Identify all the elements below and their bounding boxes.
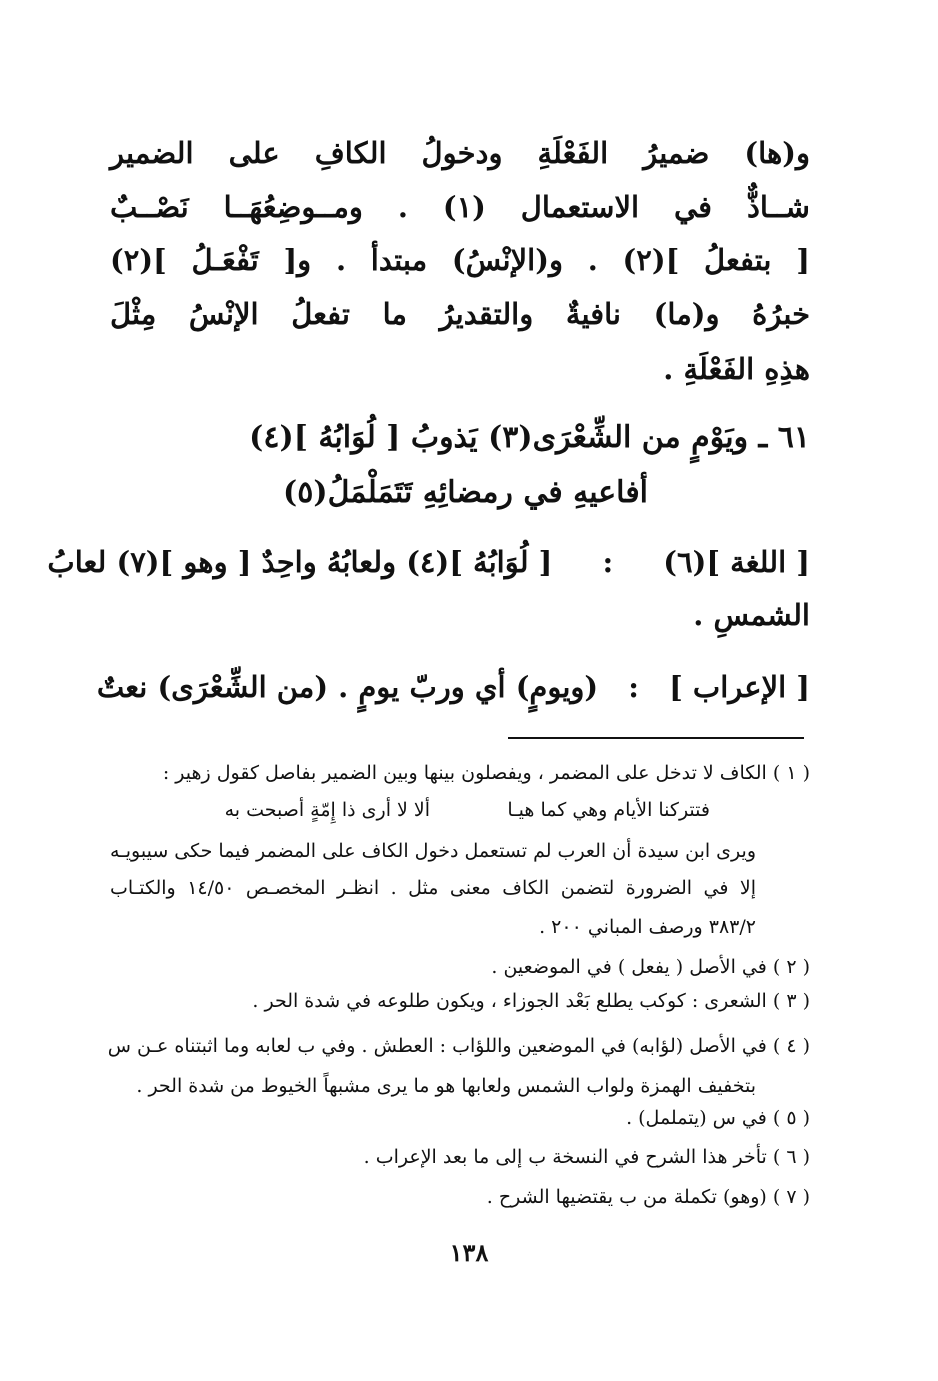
- lugha-text: [ لُوَابُهُ ](٤) ولعابُهُ واحِدٌ [ وهو ](٧) لعابُ: [47, 545, 553, 579]
- verse-number: ٦١ ـ: [758, 420, 810, 455]
- footnote-7: ( ٧ ) (وهو) تكملة من ب يقتضيها الشرح .: [486, 1186, 810, 1208]
- body-line-2: شــاذٌّ في الاستعمال (١) . ومــوضِعُهَــا نَصْــبٌ: [110, 190, 810, 224]
- irab-line: [96, 670, 810, 704]
- body-line-3: [ بتفعلُ ](٢) . و(الإنْسُ) مبتدأ . و[ تَفْعَـلُ ](٢): [110, 243, 810, 277]
- irab-label: [ الإعراب ]: [669, 670, 810, 704]
- footnote-1-continuation-2: إلا في الضرورة لتضمن الكاف معنى مثل . انظـر المخصـص ١٤/٥٠ والكتـاب: [110, 877, 756, 899]
- footnote-1-poem-first: ألا لا أرى ذا إِمّةٍ أصبحت به: [224, 799, 430, 821]
- verse-first-hemistich: ويَوْمٍ من الشِّعْرَى(٣) يَذوبُ [ لُوَابُهُ ](٤): [249, 420, 749, 455]
- footnote-5: ( ٥ ) في س (يتململ) .: [626, 1107, 810, 1129]
- lugha-label: [ اللغة ](٦): [663, 545, 810, 579]
- lugha-continuation: الشمسِ .: [693, 598, 810, 632]
- footnote-1-poem-second: فتتركنا الأيام وهي كما هيـا: [507, 799, 710, 821]
- footnote-4-continuation: بتخفيف الهمزة ولواب الشمس ولعابها هو ما يرى مشبهاً الخيوط من شدة الحر .: [136, 1075, 756, 1097]
- footnote-2: ( ٢ ) في الأصل ( يفعل ) في الموضعين .: [491, 956, 810, 978]
- verse-second-hemistich: أفاعيهِ في رمضائِهِ تَتَمَلْمَلُ(٥): [283, 475, 648, 510]
- footnote-1: ( ١ ) الكاف لا تدخل على المضمر ، ويفصلون بينها وبين الضمير بفاصل كقول زهير :: [162, 762, 810, 784]
- footnote-3: ( ٣ ) الشعرى : كوكب يطلع بَعْد الجوزاء ، ويكون طلوعه في شدة الحر .: [252, 990, 810, 1012]
- body-line-5: هذِهِ الفَعْلَةِ .: [663, 352, 810, 386]
- irab-colon: :: [628, 670, 639, 704]
- lugha-line: [47, 545, 810, 579]
- footnote-1-continuation-1: ويرى ابن سيدة أن العرب لم تستعمل دخول الكاف على المضمر فيما حكى سيبويـه: [110, 840, 756, 862]
- footnote-4: ( ٤ ) في الأصل (لؤابه) في الموضعين واللؤاب : العطش . وفي ب لعابه وما اثبتناه عـن س: [107, 1035, 810, 1057]
- body-line-1: و(ها) ضميرُ الفَعْلَةِ ودخولُ الكافِ على الضمير: [110, 136, 810, 170]
- page-number: ١٣٨: [449, 1238, 489, 1267]
- verse-first-line: [249, 420, 810, 455]
- irab-text: (ويومٍ) أي وربّ يومٍ . (من الشِّعْرَى) نعتٌ: [96, 670, 599, 704]
- footnote-1-continuation-3: ٣٨٣/٢ ورصف المباني ٢٠٠ .: [539, 916, 756, 938]
- body-line-4: خبرُهُ و(ما) نافيةٌ والتقديرُ ما تفعلُ الإنْسُ مِثْلَ: [110, 297, 810, 331]
- footnote-6: ( ٦ ) تأخر هذا الشرح في النسخة ب إلى ما بعد الإعراب .: [363, 1146, 810, 1168]
- footnote-separator: [508, 737, 804, 739]
- lugha-colon: :: [602, 545, 614, 579]
